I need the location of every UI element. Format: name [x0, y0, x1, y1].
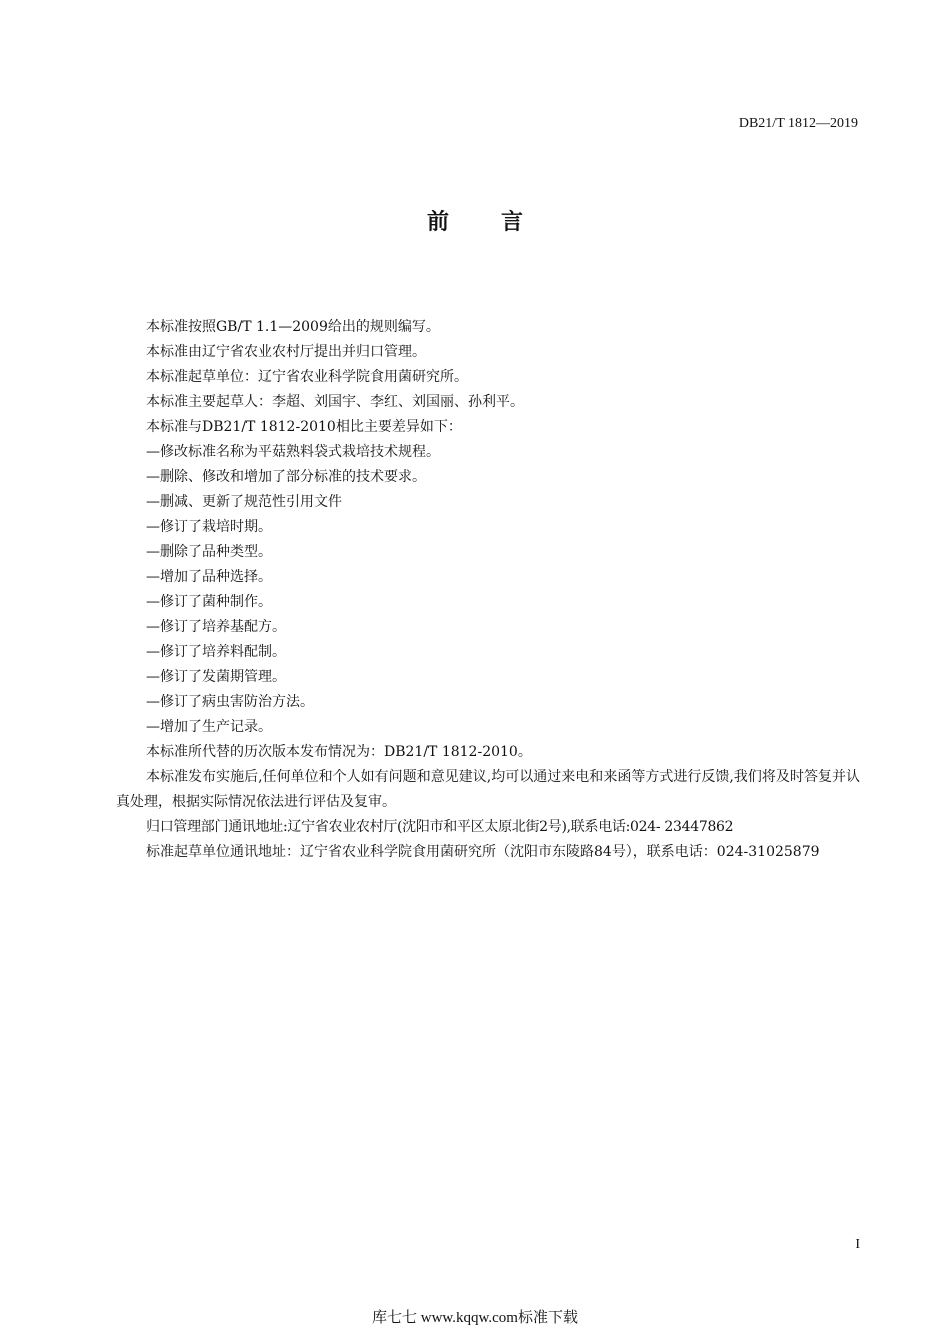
paragraph: 本标准所代替的历次版本发布情况为：DB21/T 1812-2010。 [146, 744, 532, 760]
paragraph: 本标准与DB21/T 1812-2010相比主要差异如下： [146, 419, 462, 435]
list-item: —修订了培养料配制。 [146, 644, 286, 660]
list-item: —删减、更新了规范性引用文件 [146, 494, 342, 510]
page-number: I [855, 1237, 860, 1252]
paragraph: 本标准发布实施后,任何单位和个人如有问题和意见建议,均可以通过来电和来函等方式进行反馈,我们将及时答复并认真处理，根据实际情况依法进行评估及复审。 [116, 769, 860, 810]
paragraph: 本标准由辽宁省农业农村厅提出并归口管理。 [146, 344, 426, 360]
list-item: —修订了栽培时期。 [146, 519, 272, 535]
list-item: —增加了品种选择。 [146, 569, 272, 585]
list-item: —删除、修改和增加了部分标准的技术要求。 [146, 469, 426, 485]
list-item: —删除了品种类型。 [146, 544, 272, 560]
list-item: —修订了发菌期管理。 [146, 669, 286, 685]
paragraph: 标准起草单位通讯地址：辽宁省农业科学院食用菌研究所（沈阳市东陵路84号），联系电话：024-31025879 [146, 844, 820, 860]
list-item: —修改标准名称为平菇熟料袋式栽培技术规程。 [146, 444, 440, 460]
list-item: —修订了病虫害防治方法。 [146, 694, 314, 710]
paragraph: 本标准起草单位：辽宁省农业科学院食用菌研究所。 [146, 369, 468, 385]
list-item: —增加了生产记录。 [146, 719, 272, 735]
list-item: —修订了培养基配方。 [146, 619, 286, 635]
paragraph: 本标准按照GB/T 1.1—2009给出的规则编写。 [146, 319, 440, 335]
footer-watermark: 库七七 www.kqqw.com标准下载 [372, 1310, 578, 1326]
paragraph: 本标准主要起草人：李超、刘国宇、李红、刘国丽、孙利平。 [146, 394, 524, 410]
page-title: 前言 [426, 210, 575, 235]
foreword-body [116, 315, 860, 865]
document-code: DB21/T 1812—2019 [738, 116, 858, 131]
paragraph: 归口管理部门通讯地址:辽宁省农业农村厅(沈阳市和平区太原北街2号),联系电话:024- 23447862 [146, 819, 734, 835]
list-item: —修订了菌种制作。 [146, 594, 272, 610]
